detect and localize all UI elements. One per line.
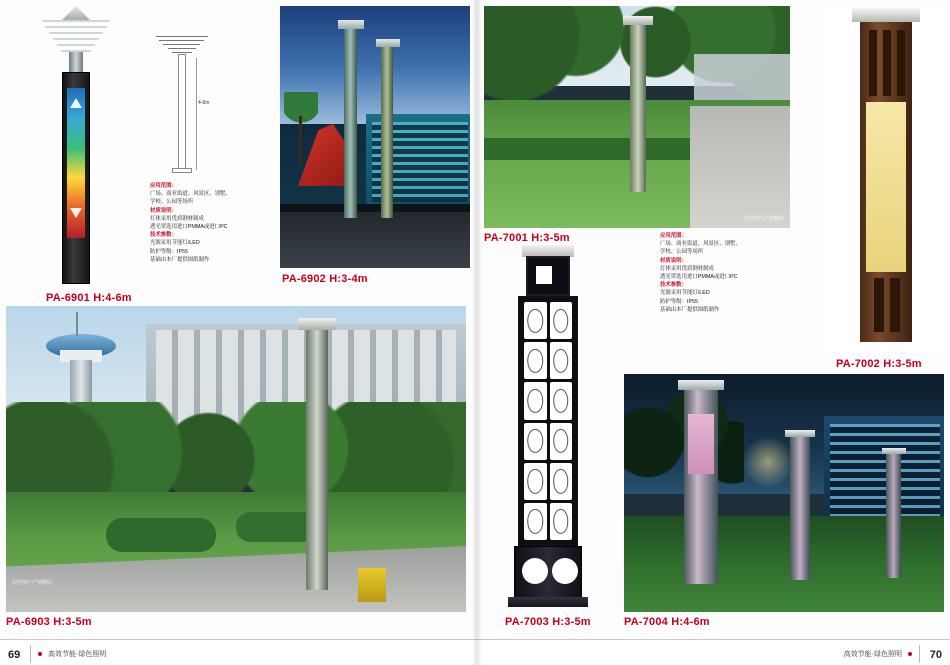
photo-hedge xyxy=(484,138,690,160)
lantern-window xyxy=(536,266,552,284)
spec-technical-line-3: 基础由本厂提供图纸制作 xyxy=(150,256,210,263)
spec-technical-line-1: 光源采用节能灯/LED xyxy=(150,240,200,247)
spec-material-line-2: 透光罩选用进口PMMA或进口PC xyxy=(660,274,738,281)
medallion-cell xyxy=(550,423,573,460)
spec-technical-line-3: 基础由本厂提供图纸制作 xyxy=(660,306,720,313)
caption-pa-6903: PA-6903 H:3-5m xyxy=(6,616,92,628)
pole-medallion-grid xyxy=(518,296,578,546)
arrow-down-icon xyxy=(70,208,82,218)
medallion-cell xyxy=(550,302,573,339)
medallion-cell xyxy=(524,423,547,460)
pole-light-panel xyxy=(866,102,906,272)
photo-road xyxy=(690,106,790,228)
spec-application-line-1: 广场、商业街道、风景区、别墅、 xyxy=(660,241,741,248)
photo-pole-main-panel xyxy=(688,414,714,474)
photo-pa-7002 xyxy=(826,6,944,352)
spec-application-line-2: 学校、公园等场所 xyxy=(150,199,194,206)
bullet-icon xyxy=(908,652,912,656)
photo-pole-cap xyxy=(623,16,653,25)
watermark-pa-6903: 原创图片严禁翻印 xyxy=(12,580,53,586)
spec-material-line-1: 灯体采用优质钢材制成 xyxy=(150,215,204,222)
photo-pole-main-cap xyxy=(678,380,724,390)
medallion-cell xyxy=(550,503,573,540)
photo-palm-trunk xyxy=(299,116,302,164)
caption-pa-7003: PA-7003 H:3-5m xyxy=(505,616,591,628)
photo-buildings xyxy=(694,54,790,106)
watermark-pa-7001: 原创图片严禁翻印 xyxy=(743,216,784,222)
photo-pa-7001 xyxy=(484,6,790,228)
drawing-base xyxy=(172,168,192,173)
pole-slot xyxy=(897,30,905,96)
spec-block-pa-7002 xyxy=(660,232,780,314)
folio-right: 70 xyxy=(929,649,942,661)
pole-neck xyxy=(69,52,83,74)
spec-application-header: 应用范围： xyxy=(660,233,687,239)
medallion-cell xyxy=(524,302,547,339)
photo-trash-bin xyxy=(358,568,386,602)
drawing-fins xyxy=(156,36,208,54)
caption-pa-7001: PA-7001 H:3-5m xyxy=(484,232,570,244)
caption-pa-6901: PA-6901 H:4-6m xyxy=(46,292,132,304)
caption-pa-7002: PA-7002 H:3-5m xyxy=(836,358,922,370)
pole-cap xyxy=(852,8,920,22)
pole-slot xyxy=(883,30,891,96)
photo-pole-far-cap xyxy=(882,448,906,454)
medallion-cell xyxy=(550,342,573,379)
pole-slot xyxy=(874,278,884,332)
line-drawing-pa-6902 xyxy=(152,30,212,180)
spec-application-header: 应用范围： xyxy=(150,183,177,189)
page-footer xyxy=(0,639,950,665)
drawing-shaft xyxy=(178,54,186,170)
dimension-line xyxy=(196,58,197,170)
spec-material-line-2: 透光罩选用进口PMMA或进口PC xyxy=(150,224,228,231)
photo-pa-6902 xyxy=(280,6,470,268)
photo-pole-mid-cap xyxy=(785,430,815,437)
medallion-cell xyxy=(524,463,547,500)
folio-left: 69 xyxy=(8,649,21,661)
spec-technical-line-2: 防护等级：IP55 xyxy=(150,248,189,255)
photo-plaza xyxy=(280,206,470,268)
photo-light-glow xyxy=(742,436,794,488)
medallion-cell xyxy=(550,382,573,419)
pole-slot xyxy=(890,278,900,332)
photo-pole-far xyxy=(886,454,901,578)
plinth-rosette xyxy=(522,558,548,584)
spec-application-line-1: 广场、商业街道、风景区、别墅、 xyxy=(150,191,231,198)
footer-text-right: 高效节能·绿色照明 xyxy=(843,651,902,658)
spec-technical-header: 技术参数： xyxy=(150,232,177,239)
bullet-icon xyxy=(38,652,42,656)
pole-fins xyxy=(42,18,110,52)
product-render-pa-6901 xyxy=(40,6,112,296)
photo-tower-mast xyxy=(76,312,78,336)
photo-pole-left xyxy=(344,28,357,218)
spec-technical-header: 技术参数： xyxy=(660,282,687,289)
photo-pa-7004 xyxy=(624,374,944,612)
photo-pole xyxy=(630,24,646,192)
page-gutter xyxy=(472,0,482,665)
caption-pa-6902: PA-6902 H:3-4m xyxy=(282,273,368,285)
photo-pole-right xyxy=(381,46,393,218)
plinth-rosette xyxy=(552,558,578,584)
photo-pole-cap xyxy=(298,318,336,330)
pole-foot xyxy=(508,597,588,607)
spec-block-pa-6901 xyxy=(150,182,270,264)
spec-material-header: 材质说明： xyxy=(150,207,177,214)
photo-plaza-edge xyxy=(280,204,470,212)
photo-pole-left-cap xyxy=(338,20,364,29)
spec-technical-line-1: 光源采用节能灯/LED xyxy=(660,290,710,297)
medallion-cell xyxy=(524,382,547,419)
spec-technical-line-2: 防护等级：IP55 xyxy=(660,298,699,305)
arrow-up-icon xyxy=(70,98,82,108)
spec-material-header: 材质说明： xyxy=(660,257,687,264)
medallion-cell xyxy=(524,342,547,379)
pole-lantern xyxy=(526,256,570,296)
pole-slot xyxy=(869,30,877,96)
caption-pa-7004: PA-7004 H:4-6m xyxy=(624,616,710,628)
medallion-cell xyxy=(550,463,573,500)
photo-shrub xyxy=(106,518,216,552)
spec-material-line-1: 灯体采用优质钢材制成 xyxy=(660,265,714,272)
dimension-label: 4-6m xyxy=(198,100,210,106)
medallion-cell xyxy=(524,503,547,540)
photo-pole-right-cap xyxy=(376,39,400,47)
product-render-pa-7003 xyxy=(500,245,596,615)
photo-pole xyxy=(306,328,328,590)
photo-pole-mid xyxy=(790,436,810,580)
footer-text-left: 高效节能·绿色照明 xyxy=(48,651,107,658)
photo-pa-6903 xyxy=(6,306,466,612)
spec-application-line-2: 学校、公园等场所 xyxy=(660,249,704,256)
photo-window-grid xyxy=(830,424,940,516)
